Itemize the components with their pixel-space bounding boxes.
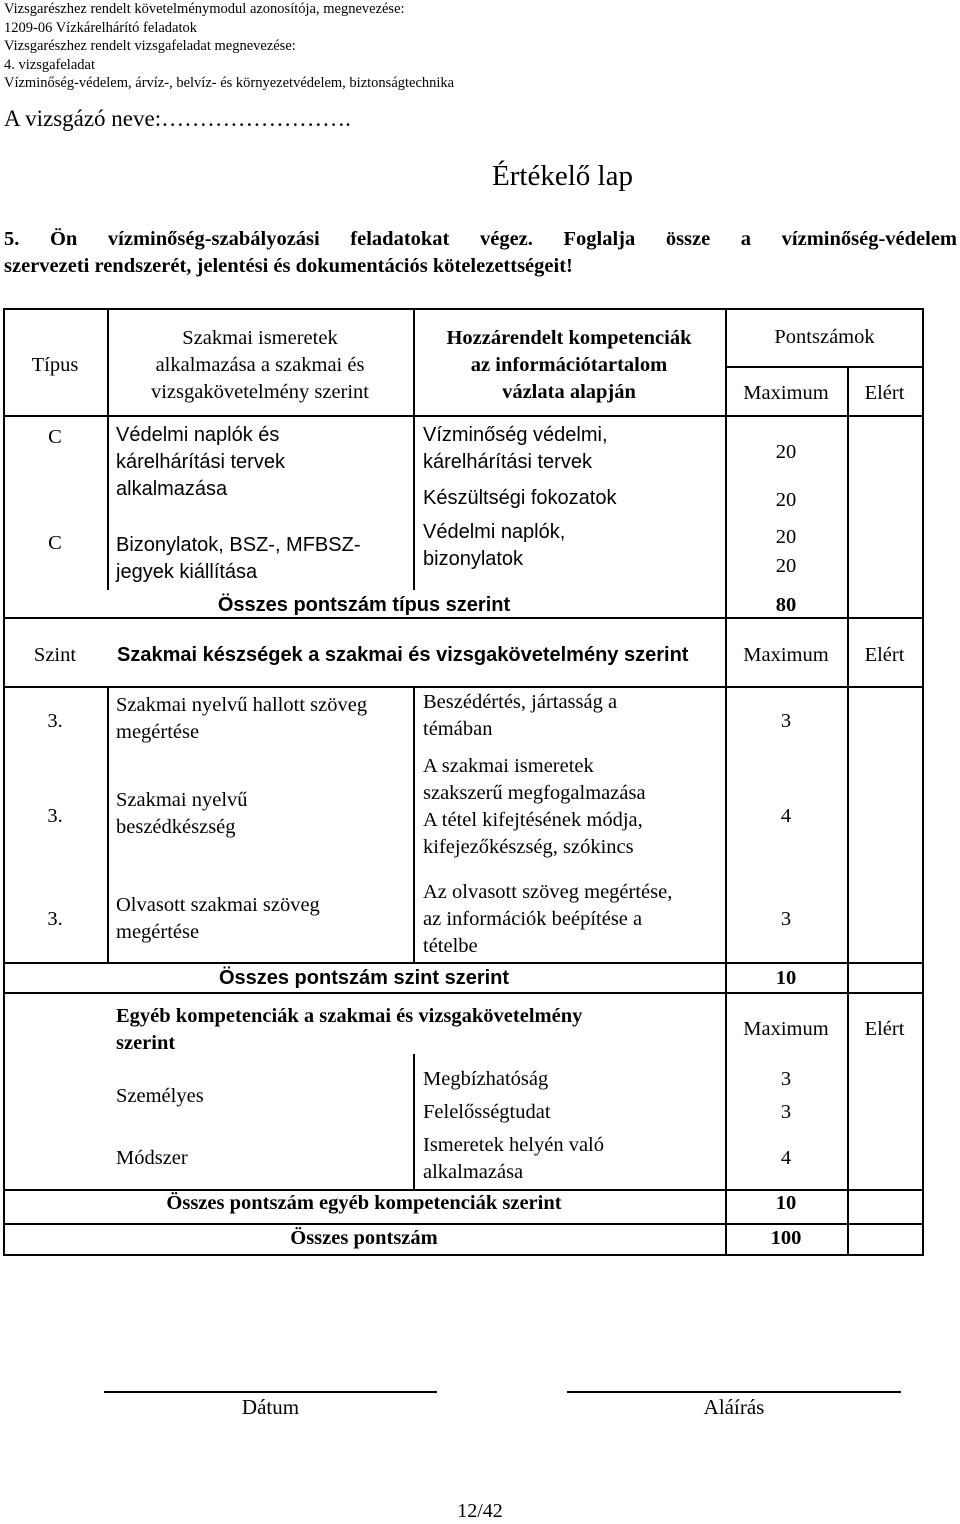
skill-item	[116, 787, 248, 841]
cell-text-line: kifejezőkészség, szókincs	[423, 836, 634, 858]
candidate-name-label: A vizsgázó neve:…………………….	[4, 106, 351, 131]
header-text-line: alkalmazása a szakmai és	[155, 354, 365, 376]
header-text-line: Szakmai ismeretek	[182, 327, 338, 349]
max-points: 3	[780, 710, 792, 732]
cell-text-line: az információk beépítése a	[423, 908, 643, 930]
column-header-knowledge	[107, 325, 413, 406]
row-level: 3.	[47, 908, 63, 930]
total-value: 80	[775, 594, 797, 616]
header-text-line: Hozzárendelt kompetenciák	[446, 327, 692, 349]
cell-text-line: Vízminőség védelmi,	[423, 424, 608, 446]
competence-item: Felelősségtudat	[423, 1101, 551, 1123]
task-line: szervezeti rendszerét, jelentési és dokumentációs kötelezettségeit!	[4, 255, 573, 277]
header-line: Vízminőség-védelem, árvíz-, belvíz- és környezetvédelem, biztonságtechnika	[4, 75, 455, 92]
grand-total-value: 100	[770, 1227, 802, 1249]
column-header-achieved: Elért	[864, 1018, 905, 1040]
header-text-line: vizsgakövetelmény szerint	[150, 381, 370, 403]
total-value: 10	[775, 967, 797, 989]
column-header-level: Szint	[33, 644, 77, 666]
cell-text-line: szakszerű megfogalmazása	[423, 782, 646, 804]
competence-category: Személyes	[116, 1085, 204, 1107]
header-text-line: az információtartalom	[470, 354, 668, 376]
header-line: 4. vizsgafeladat	[4, 56, 95, 73]
table-border	[413, 686, 415, 962]
table-border	[725, 366, 924, 368]
header-text-line: Egyéb kompetenciák a szakmai és vizsgakövetelmény	[116, 1005, 583, 1027]
row-level: 3.	[47, 710, 63, 732]
header-line: Vizsgarészhez rendelt vizsgafeladat megnevezése:	[4, 38, 296, 55]
cell-text-line: Olvasott szakmai szöveg	[116, 894, 320, 916]
header-line: 1209-06 Vízkárelhárító feladatok	[4, 19, 197, 36]
max-points: 3	[780, 908, 792, 930]
table-border	[3, 992, 924, 994]
table-border	[847, 366, 849, 1256]
date-line	[104, 1391, 437, 1393]
grand-total-label: Összes pontszám	[290, 1227, 438, 1249]
competence-category: Módszer	[116, 1147, 188, 1169]
date-label: Dátum	[241, 1395, 300, 1419]
cell-text-line: Az olvasott szöveg megértése,	[423, 881, 673, 903]
header-line: Vizsgarészhez rendelt követelménymodul azonosítója, megnevezése:	[4, 1, 405, 17]
cell-text-line: alkalmazása	[423, 1161, 524, 1183]
header-text-line: vázlata alapján	[502, 381, 636, 403]
signature-label: Aláírás	[703, 1395, 765, 1419]
row-type: C	[48, 532, 62, 554]
competence-item: Megbízhatóság	[423, 1068, 549, 1090]
cell-text-line: megértése	[116, 921, 200, 943]
column-header-maximum: Maximum	[743, 382, 829, 404]
max-points: 20	[775, 526, 797, 548]
max-points: 3	[780, 1101, 792, 1123]
cell-text-line: A tétel kifejtésének módja,	[423, 809, 643, 831]
cell-text-line: beszédkészség	[116, 816, 236, 838]
cell-text-line: témában	[423, 718, 493, 740]
total-label: Összes pontszám szint szerint	[218, 967, 510, 989]
cell-text-line: Védelmi naplók és	[116, 424, 280, 446]
competence-item	[423, 1132, 604, 1186]
cell-text-line: Készültségi fokozatok	[423, 487, 617, 509]
cell-text-line: Ismeretek helyén való	[423, 1134, 605, 1156]
document-header	[4, 0, 454, 93]
competence-item	[423, 689, 617, 743]
column-header-type: Típus	[31, 354, 79, 376]
column-header-competence	[413, 325, 725, 406]
max-points: 20	[775, 555, 797, 577]
cell-text-line: Szakmai nyelvű hallott szöveg	[116, 694, 368, 716]
cell-text-line: A szakmai ismeretek	[423, 755, 594, 777]
knowledge-item	[116, 532, 361, 586]
cell-text-line: bizonylatok	[423, 548, 524, 570]
competence-item	[423, 422, 608, 476]
cell-text-line: alkalmazása	[116, 478, 228, 500]
table-border	[3, 415, 924, 417]
max-points: 20	[775, 441, 797, 463]
row-type: C	[48, 426, 62, 448]
table-border	[922, 308, 924, 1256]
column-header-maximum: Maximum	[743, 644, 829, 666]
cell-text-line: Védelmi naplók,	[423, 521, 566, 543]
task-description	[4, 226, 957, 280]
cell-text-line: kárelhárítási tervek	[423, 451, 592, 473]
header-text-line: szerint	[116, 1032, 176, 1054]
cell-text-line: Beszédértés, jártasság a	[423, 691, 618, 713]
max-points: 3	[780, 1068, 792, 1090]
task-line: 5. Ön vízminőség-szabályozási feladatokat végez. Foglalja össze a vízminőség-védelem	[4, 228, 957, 250]
table-border	[3, 686, 924, 688]
column-header-points: Pontszámok	[774, 326, 875, 348]
competence-item	[423, 753, 646, 861]
max-points: 4	[780, 805, 792, 827]
max-points: 4	[780, 1147, 792, 1169]
knowledge-item	[116, 422, 285, 503]
cell-text-line: tételbe	[423, 935, 478, 957]
skill-item	[116, 892, 320, 946]
cell-text-line: kárelhárítási tervek	[116, 451, 285, 473]
skill-item	[116, 692, 367, 746]
column-header-achieved: Elért	[864, 644, 905, 666]
table-border	[413, 1054, 415, 1189]
cell-text-line: megértése	[116, 721, 200, 743]
total-label: Összes pontszám egyéb kompetenciák szerint	[166, 1192, 562, 1214]
total-label: Összes pontszám típus szerint	[217, 594, 511, 616]
cell-text-line: Szakmai nyelvű	[116, 789, 248, 811]
column-header-skills: Szakmai készségek a szakmai és vizsgakövetelmény szerint	[117, 644, 689, 666]
max-points: 20	[775, 489, 797, 511]
column-header-maximum: Maximum	[743, 1018, 829, 1040]
competence-item	[423, 519, 565, 573]
column-header-achieved: Elért	[864, 382, 905, 404]
page-title: Értékelő lap	[492, 160, 633, 192]
table-border	[107, 686, 109, 962]
table-border	[3, 308, 924, 310]
cell-text-line: Bizonylatok, BSZ-, MFBSZ-	[116, 534, 361, 556]
row-level: 3.	[47, 805, 63, 827]
table-border	[3, 962, 924, 964]
competence-item	[423, 879, 672, 960]
competence-item	[423, 485, 616, 512]
section-header-other	[116, 1003, 582, 1057]
signature-line	[567, 1391, 901, 1393]
cell-text-line: jegyek kiállítása	[116, 561, 258, 583]
table-border	[3, 1254, 924, 1256]
total-value: 10	[775, 1192, 797, 1214]
page-number: 12/42	[457, 1500, 503, 1522]
